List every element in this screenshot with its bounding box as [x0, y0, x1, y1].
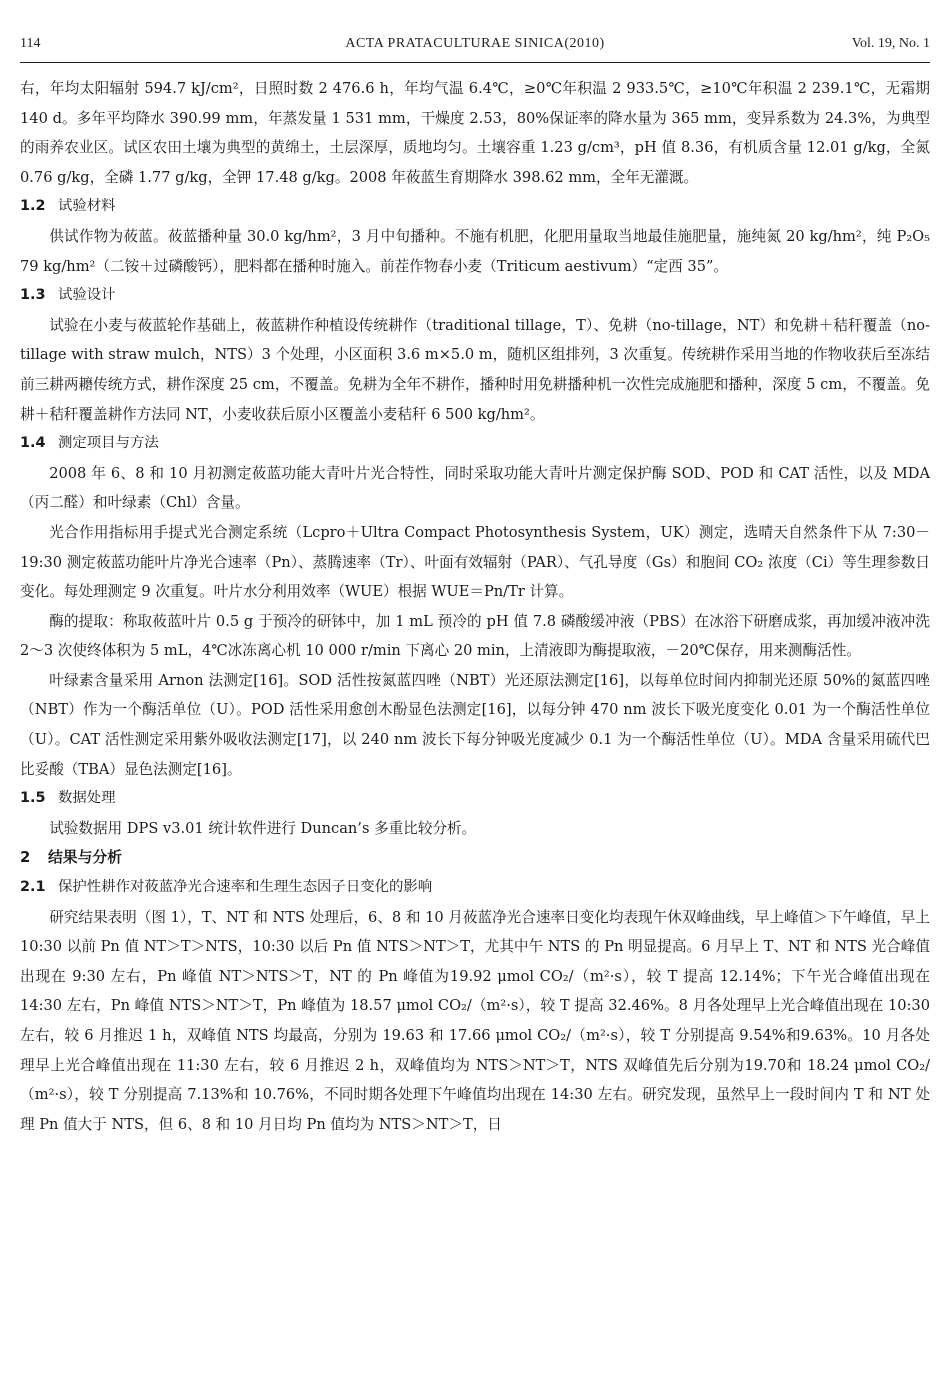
paragraph-measure-3: 酶的提取：称取莜蓝叶片 0.5 g 于预冷的研钵中，加 1 mL 预冷的 pH 值 7.8 磷酸缓冲液（PBS）在冰浴下研磨成浆，再加缓冲液冲洗 2～3 次使终体积为 5 mL，4℃冰冻离心机 10 000 r/min 下离心 20 min，上清液即为酶提取液，－20℃保存，用来测酶活性。 — [20, 612, 930, 660]
paragraph-measure-2: 光合作用指标用手提式光合测定系统（Lcpro＋Ultra Compact Photosynthesis System，UK）测定，选晴天自然条件下从 7:30－19:30 测定莜蓝功能叶片净光合速率（Pn）、蒸腾速率（Tr）、叶面有效辐射（PAR）、气孔导度（Gs）和胞间 CO₂ 浓度（Ci）等生理参数日变化。每处理测定 9 次重复。叶片水分利用效率（WUE）根据 WUE＝Pn/Tr 计算。 — [20, 523, 930, 601]
page-number: 114 — [20, 36, 41, 51]
paragraph-data-processing: 试验数据用 DPS v3.01 统计软件进行 Duncan’s 多重比较分析。 — [49, 819, 477, 837]
running-header — [20, 36, 930, 60]
journal-name: ACTA PRATACULTURAE SINICA(2010) — [345, 36, 605, 51]
header-rule — [20, 62, 930, 63]
section-title: 试验材料 — [58, 198, 116, 215]
section-number: 1.5 — [20, 790, 46, 807]
section-number: 1.2 — [20, 198, 46, 215]
section-title: 试验设计 — [58, 287, 116, 304]
section-title: 测定项目与方法 — [58, 435, 159, 452]
section-heading-2 — [20, 843, 930, 873]
paragraph-results: 研究结果表明（图 1），T、NT 和 NTS 处理后，6、8 和 10 月莜蓝净光合速率日变化均表现午休双峰曲线，早上峰值＞下午峰值，早上 10:30 以前 Pn 值 NT＞T＞NTS，10:30 以后 Pn 值 NTS＞NT＞T，尤其中午 NTS 的 Pn 明显提高。6 月早上 T、NT 和 NTS 光合峰值出现在 9:30 左右，Pn 峰值 NT＞NTS＞T，NT 的 Pn 峰值为19.92 μmol CO₂/（m²·s），较 T 提高 12.14%；下午光合峰值出现在 14:30 左右，Pn 峰值 NTS＞NT＞T，Pn 峰值为 18.57 μmol CO₂/（m²·s），较 T 提高 32.46%。8 月各处理早上光合峰值出现在 10:30 左右，较 6 月推迟 1 h，双峰值 NTS 均最高，分别为 19.63 和 17.66 μmol CO₂/（m²·s），较 T 分别提高 9.54%和9.63%。10 月各处理早上光合峰值出现在 11:30 左右，较 6 月推迟 2 h，双峰值均为 NTS＞NT＞T，NTS 双峰值先后分别为19.70和 18.24 μmol CO₂/（m²·s），较 T 分别提高 7.13%和 10.76%，不同时期各处理下午峰值均出现在 14:30 左右。研究发现，虽然早上一段时间内 T 和 NT 处理 Pn 值大于 NTS，但 6、8 和 10 月日均 Pn 值均为 NTS＞NT＞T，日 — [20, 908, 930, 1133]
section-title: 保护性耕作对莜蓝净光合速率和生理生态因子日变化的影响 — [58, 879, 433, 896]
article-body — [20, 74, 930, 1139]
section-number: 2 — [20, 849, 31, 867]
section-heading-1-3 — [20, 281, 930, 311]
paragraph-materials: 供试作物为莜蓝。莜蓝播种量 30.0 kg/hm²，3 月中旬播种。不施有机肥，化肥用量取当地最佳施肥量，施纯氮 20 kg/hm²，纯 P₂O₅ 79 kg/hm²（二铵＋过磷酸钙），肥料都在播种时施入。前茬作物春小麦（Triticum aestivum）“定西 35”。 — [20, 227, 930, 275]
section-number: 2.1 — [20, 879, 46, 896]
section-title: 结果与分析 — [48, 849, 122, 867]
section-heading-1-5 — [20, 784, 930, 814]
paragraph-measure-1: 2008 年 6、8 和 10 月初测定莜蓝功能大青叶片光合特性，同时采取功能大青叶片测定保护酶 SOD、POD 和 CAT 活性，以及 MDA（丙二醛）和叶绿素（Chl）含量。 — [20, 464, 930, 512]
paragraph-site-description: 右，年均太阳辐射 594.7 kJ/cm²，日照时数 2 476.6 h，年均气温 6.4℃，≥0℃年积温 2 933.5℃，≥10℃年积温 2 239.1℃，无霜期 140 d。多年平均降水 390.99 mm，年蒸发量 1 531 mm，干燥度 2.53，80%保证率的降水量为 365 mm，变异系数为 24.3%，为典型的雨养农业区。试区农田土壤为典型的黄绵土，土层深厚，质地均匀。土壤容重 1.23 g/cm³，pH 值 8.36，有机质含量 12.01 g/kg，全氮 0.76 g/kg，全磷 1.77 g/kg，全钾 17.48 g/kg。2008 年莜蓝生育期降水 398.62 mm，全年无灌溉。 — [20, 80, 930, 186]
volume-info: Vol. 19, No. 1 — [851, 36, 930, 51]
section-number: 1.3 — [20, 287, 46, 304]
paragraph-design: 试验在小麦与莜蓝轮作基础上，莜蓝耕作种植设传统耕作（traditional tillage，T）、免耕（no-tillage，NT）和免耕＋秸秆覆盖（no-tillage with straw mulch，NTS）3 个处理，小区面积 3.6 m×5.0 m，随机区组排列，3 次重复。传统耕作采用当地的作物收获后至冻结前三耕两耱传统方式，耕作深度 25 cm，不覆盖。免耕为全年不耕作，播种时用免耕播种机一次性完成施肥和播种，深度 5 cm，不覆盖。免耕＋秸秆覆盖耕作方法同 NT，小麦收获后原小区覆盖小麦秸秆 6 500 kg/hm²。 — [20, 316, 930, 423]
section-number: 1.4 — [20, 435, 46, 452]
section-heading-2-1 — [20, 873, 930, 903]
paragraph-measure-4: 叶绿素含量采用 Arnon 法测定[16]。SOD 活性按氮蓝四唑（NBT）光还原法测定[16]，以每单位时间内抑制光还原 50%的氮蓝四唑（NBT）作为一个酶活单位（U）。POD 活性采用愈创木酚显色法测定[16]，以每分钟 470 nm 波长下吸光度变化 0.01 为一个酶活性单位（U）。CAT 活性测定采用紫外吸收法测定[17]，以 240 nm 波长下每分钟吸光度减少 0.1 为一个酶活性单位（U）。MDA 含量采用硫代巴比妥酸（TBA）显色法测定[16]。 — [20, 671, 930, 778]
section-title: 数据处理 — [58, 790, 116, 807]
section-heading-1-4 — [20, 429, 930, 459]
section-heading-1-2 — [20, 192, 930, 222]
